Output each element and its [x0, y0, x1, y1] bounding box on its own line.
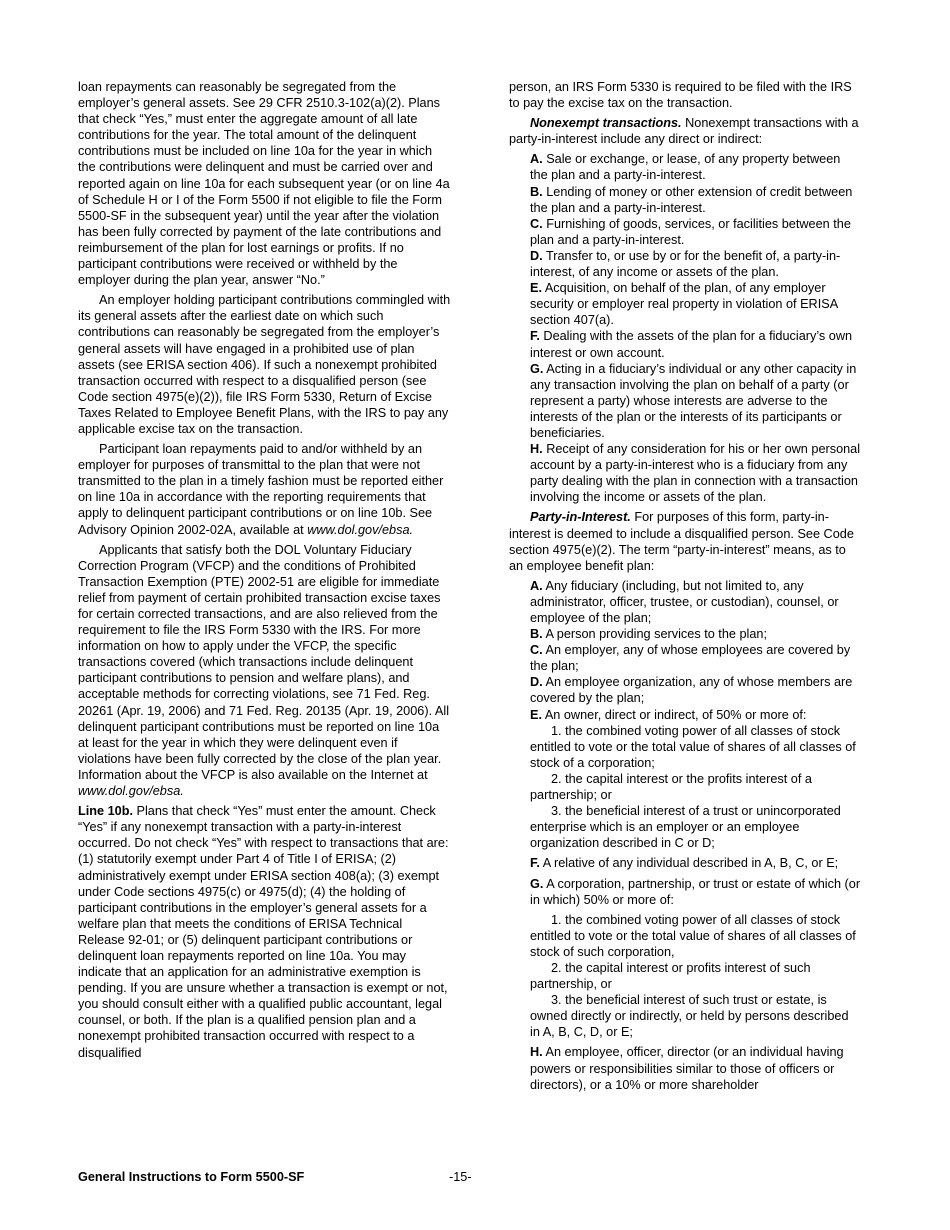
- nonexempt-list: [509, 151, 861, 505]
- paragraph: An employer holding participant contributions commingled with its general assets after the earliest date on which such contributions can reasonably be segregated from the employer’s general assets will have engaged in a prohibited use of plan assets (see ERISA section 406). If such a nonexempt prohibited transaction occurred with respect to a disqualified person (see Code section 4975(e)(2)), file IRS Form 5330, Return of Excise Taxes Related to Employee Benefit Plans, with the IRS to pay any applicable excise tax on the transaction.: [78, 293, 451, 436]
- footer-title: General Instructions to Form 5500-SF: [78, 1170, 305, 1184]
- list-item: E. Acquisition, on behalf of the plan, of any employer security or employer real property in violation of ERISA section 407(a).: [530, 281, 838, 328]
- owner-sublist: [509, 723, 861, 852]
- list-item: C. An employer, any of whose employees are covered by the plan;: [530, 643, 851, 674]
- party-in-interest-intro: Party-in-Interest. For purposes of this form, party-in-interest is deemed to include a disqualified person. See Code section 4975(e)(2). The term “party-in-interest” means, as to an employee benefit plan:: [509, 510, 854, 573]
- list-item: A. Any fiduciary (including, but not limited to, any administrator, officer, trustee, or custodian), counsel, or employee of the plan;: [530, 578, 839, 625]
- list-item: C. Furnishing of goods, services, or facilities between the plan and a party-in-interest.: [530, 216, 851, 247]
- paragraph: person, an IRS Form 5330 is required to be filed with the IRS to pay the excise tax on the transaction.: [509, 80, 852, 111]
- party-in-interest-heading: Party-in-Interest.: [530, 510, 631, 525]
- sub-item: 3. the beneficial interest of such trust or estate, is owned directly or indirectly, or held by persons described in A, B, C, D, or E;: [530, 993, 849, 1040]
- list-item: H. An employee, officer, director (or an individual having powers or responsibilities similar to those of officers or directors), or a 10% or more shareholder: [530, 1045, 844, 1092]
- list-item: H. Receipt of any consideration for his or her own personal account by a party-in-interest who is a fiduciary from any party dealing with the plan in connection with a transaction involving the income or assets of the plan.: [530, 442, 861, 505]
- nonexempt-heading: Nonexempt transactions.: [530, 116, 682, 131]
- list-item: F. A relative of any individual described in A, B, C, or E;: [530, 856, 839, 871]
- list-item: B. A person providing services to the plan;: [530, 627, 767, 642]
- line-10b-heading: Line 10b.: [78, 804, 133, 819]
- list-item: G. Acting in a fiduciary’s individual or any other capacity in any transaction involving the plan on behalf of a party (or represent a party) whose interests are adverse to the interests of the plan or the interests of its participants or beneficiaries.: [530, 361, 857, 440]
- list-item: B. Lending of money or other extension of credit between the plan and a party-in-interest.: [530, 184, 853, 215]
- corporation-sublist: [509, 912, 861, 1041]
- page-number: -15-: [449, 1170, 472, 1184]
- left-column: [78, 79, 452, 1065]
- paragraph: loan repayments can reasonably be segregated from the employer’s general assets. See 29 CFR 2510.3-102(a)(2). Plans that check “Yes,” must enter the aggregate amount of all late contributions for the year. The total amount of the delinquent contributions must be included on line 10a for the year in which the contributions were delinquent and must be carried over and reported again on line 10a for each subsequent year (or on line 4a of Schedule H or I of the Form 5500 if not eligible to file the Form 5500-SF in the subsequent year) until the year after the violation has been fully corrected by payment of the late contributions and reimbursement of the plan for lost earnings or profits. If no participant contributions were received or withheld by the employer during the plan year, answer “No.”: [78, 80, 450, 288]
- sub-item: 2. the capital interest or profits interest of such partnership, or: [530, 960, 811, 992]
- dol-link: www.dol.gov/ebsa.: [307, 522, 414, 537]
- sub-item: 2. the capital interest or the profits interest of a partnership; or: [530, 771, 812, 803]
- list-item: E. An owner, direct or indirect, of 50% or more of:: [530, 707, 807, 722]
- party-list: [509, 578, 861, 723]
- list-item: F. Dealing with the assets of the plan for a fiduciary’s own interest or own account.: [530, 329, 853, 360]
- sub-item: 3. the beneficial interest of a trust or unincorporated enterprise which is an employer or an employee organization described in C or D;: [530, 804, 841, 851]
- list-item: G. A corporation, partnership, or trust or estate of which (or in which) 50% or more of:: [530, 876, 861, 907]
- list-item: A. Sale or exchange, or lease, of any property between the plan and a party-in-interest.: [530, 152, 841, 183]
- list-item: D. Transfer to, or use by or for the benefit of, a party-in-interest, of any income or assets of the plan.: [530, 248, 841, 280]
- paragraph: Applicants that satisfy both the DOL Voluntary Fiduciary Correction Program (VFCP) and the conditions of Prohibited Transaction Exemption (PTE) 2002-51 are eligible for immediate relief from payment of certain prohibited transaction excise taxes for certain corrected transactions, and are also relieved from the requirement to file the IRS Form 5330 with the IRS. For more information on how to apply under the VFCP, the specific transactions covered (which transactions include delinquent participant contributions to pension and welfare plans), and acceptable methods for correcting violations, see 71 Fed. Reg. 20261 (Apr. 19, 2006) and 71 Fed. Reg. 20135 (Apr. 19, 2006). All delinquent participant contributions must be reported on line 10a at least for the year in which they were delinquent even if violations have been fully corrected by the close of the plan year. Information about the VFCP is also available on the Internet at www.dol.gov/ebsa.: [78, 542, 450, 799]
- right-column: [509, 79, 861, 1093]
- line-10b-paragraph: Line 10b. Plans that check “Yes” must enter the amount. Check “Yes” if any nonexempt transaction with a party-in-interest occurred. Do not check “Yes” with respect to transactions that are: (1) statutorily exempt under Part 4 of Title I of ERISA; (2) administratively exempt under ERISA section 408(a); (3) exempt under Code sections 4975(c) or 4975(d); (4) the holding of participant contributions in the employer’s general assets for a welfare plan that meets the conditions of ERISA Technical Release 92-01; or (5) delinquent participant contributions or delinquent loan repayments reported on line 10a. You may indicate that an application for an administrative exemption is pending. If you are unsure whether a transaction is exempt or not, you should consult either with a qualified public accountant, legal counsel, or both. If the plan is a qualified pension plan and a nonexempt prohibited transaction occurred with respect to a disqualified: [78, 804, 449, 1060]
- party-list-continued: [509, 855, 861, 907]
- party-list-final: [509, 1044, 861, 1092]
- list-item: D. An employee organization, any of whose members are covered by the plan;: [530, 675, 853, 706]
- paragraph: Participant loan repayments paid to and/or withheld by an employer for purposes of transmittal to the plan that were not transmitted to the plan in a timely fashion must be reported either on line 10a in accordance with the reporting requirements that apply to delinquent participant contributions or on line 10b. See Advisory Opinion 2002-02A, available at www.dol.gov/ebsa.: [78, 442, 444, 537]
- sub-item: 1. the combined voting power of all classes of stock entitled to vote or the total value of shares of all classes of stock of a corporation;: [530, 723, 856, 770]
- sub-item: 1. the combined voting power of all classes of stock entitled to vote or the total value of shares of all classes of stock of such corporation,: [530, 912, 856, 959]
- dol-link: www.dol.gov/ebsa.: [78, 784, 184, 799]
- nonexempt-intro: Nonexempt transactions. Nonexempt transactions with a party-in-interest include any direct or indirect:: [509, 116, 859, 147]
